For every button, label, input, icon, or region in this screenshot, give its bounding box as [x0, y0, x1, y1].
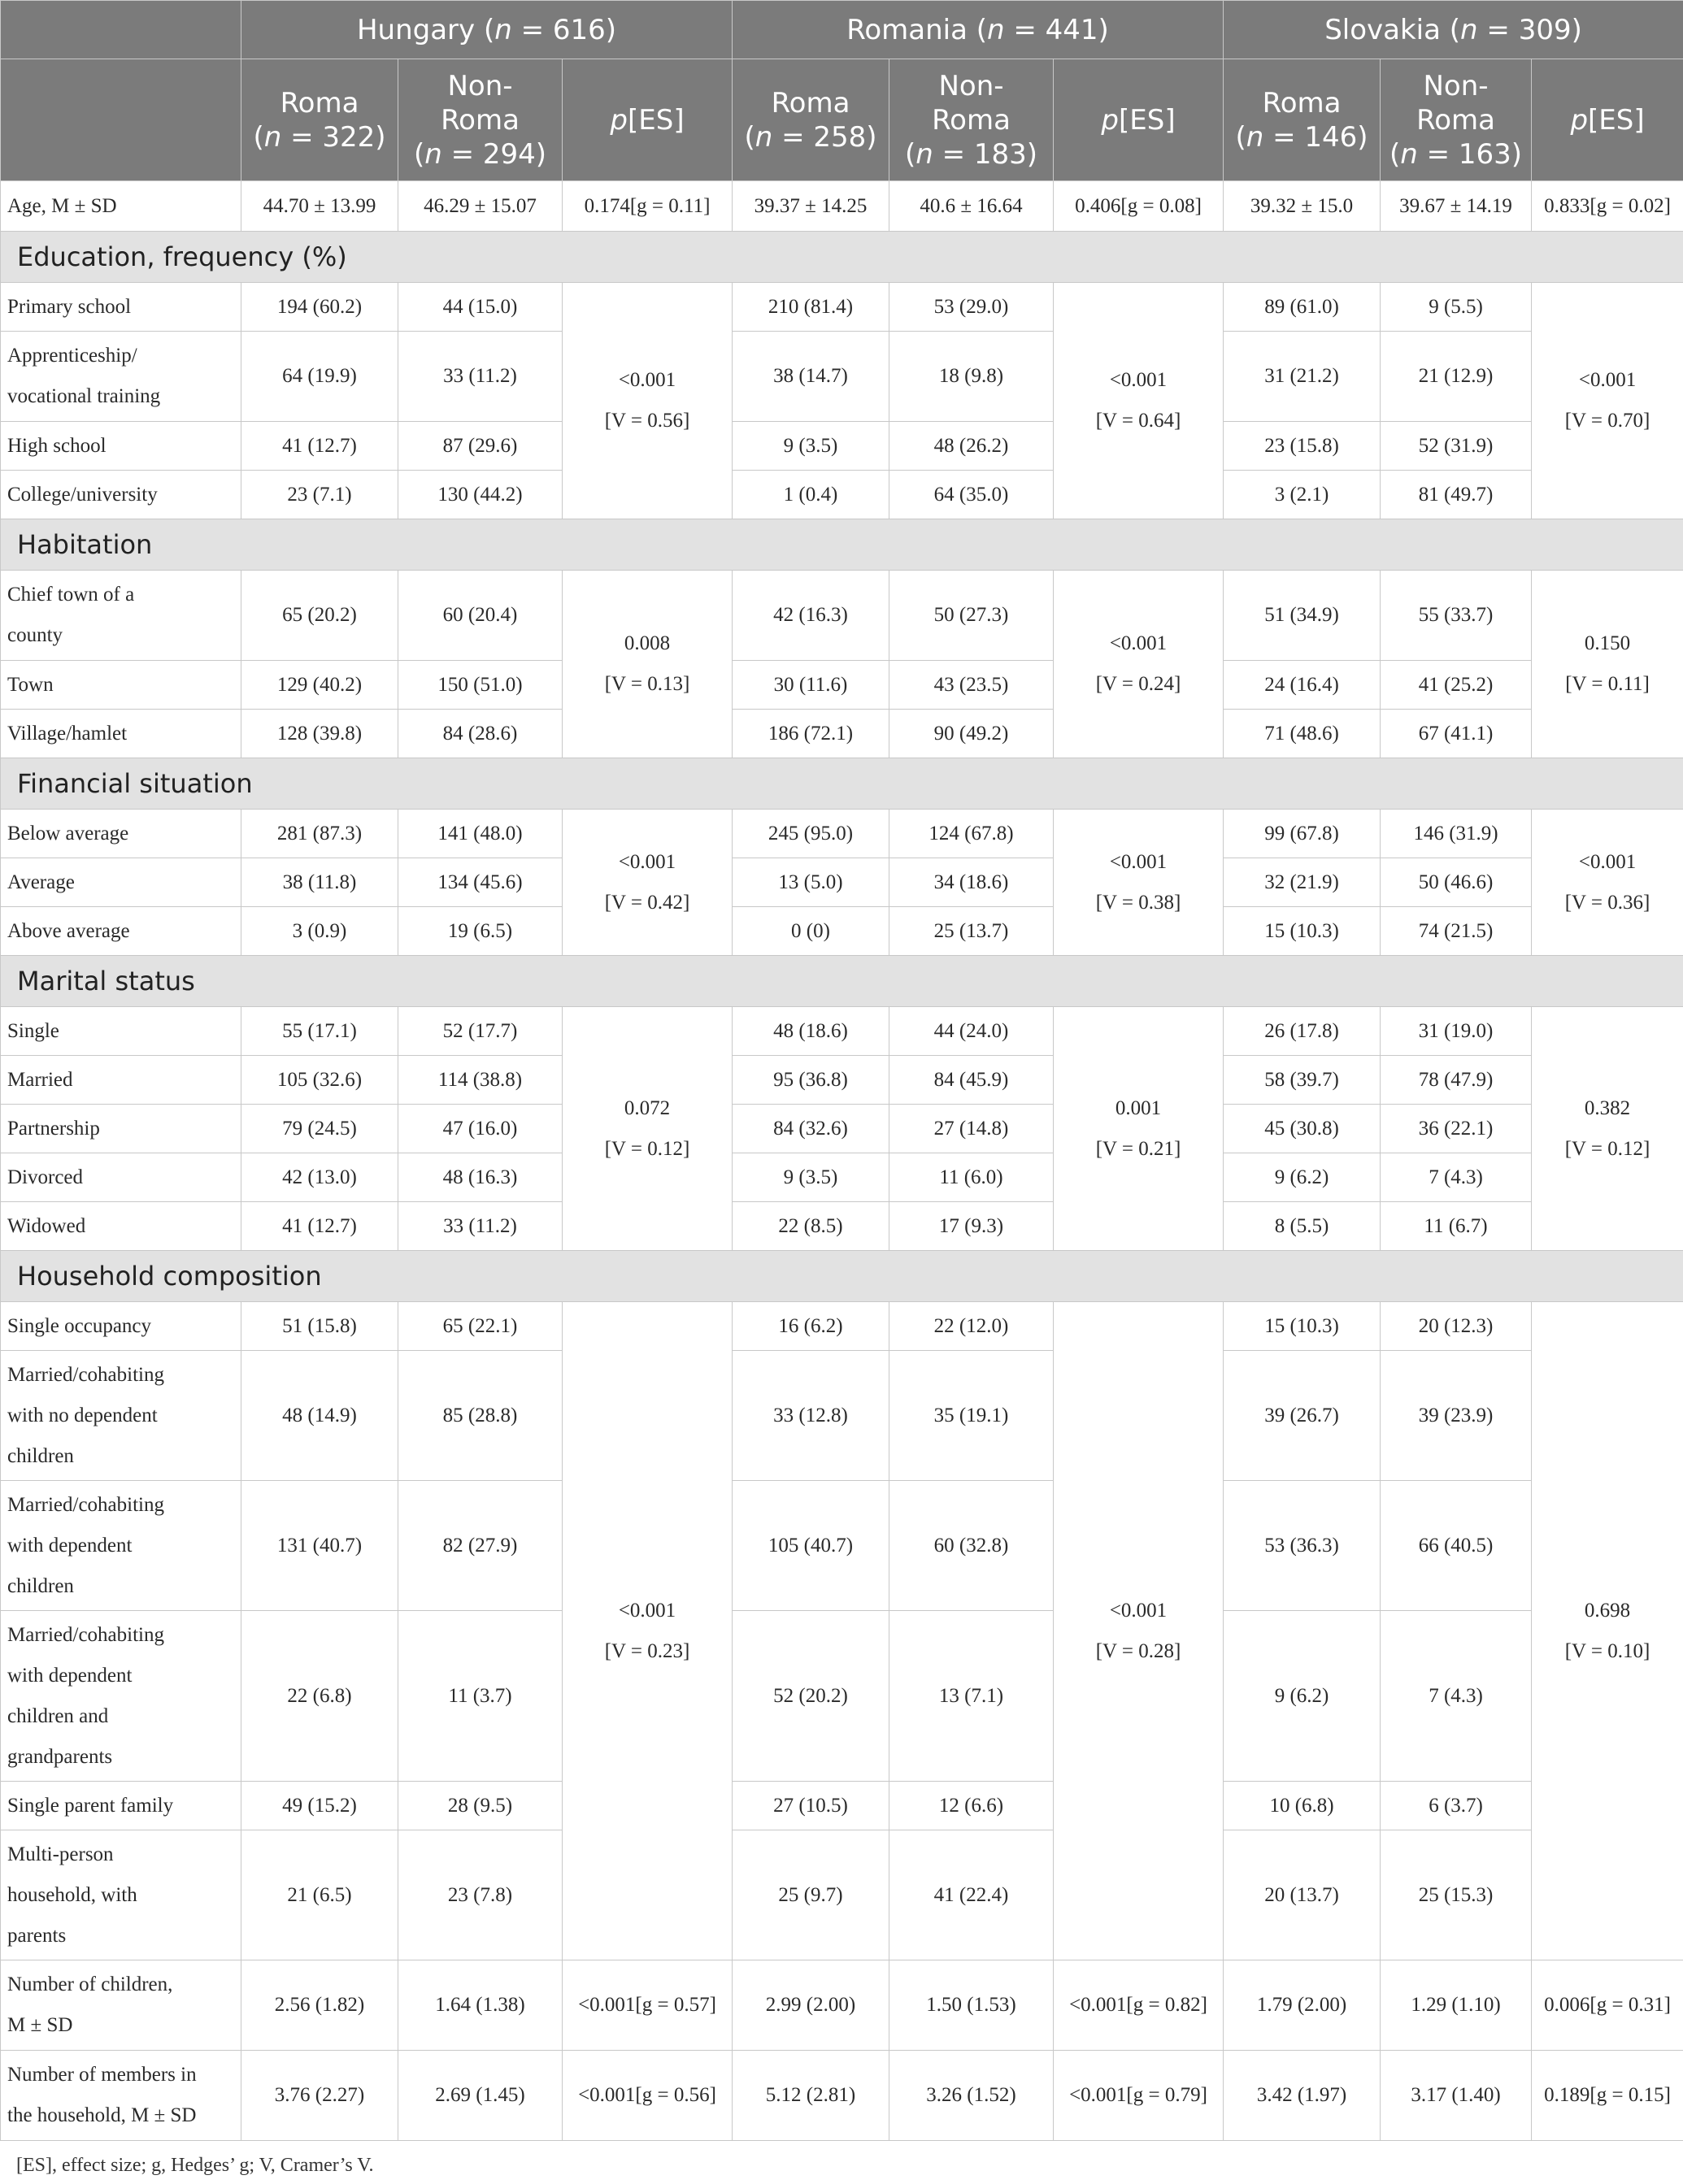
- p-value-cell: <0.001 [V = 0.56]: [563, 283, 733, 519]
- table-cell: 141 (48.0): [398, 810, 563, 858]
- header-country-slovakia: Slovakia (n = 309): [1224, 1, 1683, 59]
- table-cell: 9 (3.5): [733, 422, 889, 471]
- table-cell: 13 (7.1): [889, 1611, 1054, 1782]
- header-hu-p-es: p[ES]: [563, 59, 733, 181]
- table-cell: 48 (18.6): [733, 1007, 889, 1056]
- table-cell: 25 (13.7): [889, 907, 1054, 956]
- table-cell: 1.79 (2.00): [1224, 1960, 1381, 2051]
- table-cell: 2.69 (1.45): [398, 2051, 563, 2141]
- table-cell: 44 (15.0): [398, 283, 563, 332]
- table-cell: 89 (61.0): [1224, 283, 1381, 332]
- section-title: Household composition: [1, 1251, 1683, 1302]
- table-cell: 46.29 ± 15.07: [398, 181, 563, 232]
- table-cell: 7 (4.3): [1381, 1153, 1532, 1202]
- table-cell: 3.42 (1.97): [1224, 2051, 1381, 2141]
- country-header-row: [1, 1, 1683, 59]
- table-cell: 28 (9.5): [398, 1782, 563, 1830]
- table-cell: 281 (87.3): [241, 810, 398, 858]
- table-cell: 52 (17.7): [398, 1007, 563, 1056]
- table-cell: 32 (21.9): [1224, 858, 1381, 907]
- table-cell: 131 (40.7): [241, 1481, 398, 1611]
- row-label: High school: [1, 422, 241, 471]
- table-cell: 30 (11.6): [733, 661, 889, 710]
- table-cell: <0.001[g = 0.79]: [1054, 2051, 1224, 2141]
- table-cell: 1.29 (1.10): [1381, 1960, 1532, 2051]
- table-cell: <0.001[g = 0.56]: [563, 2051, 733, 2141]
- table-cell: 39.37 ± 14.25: [733, 181, 889, 232]
- table-cell: 27 (14.8): [889, 1105, 1054, 1153]
- table-cell: 39 (23.9): [1381, 1351, 1532, 1481]
- table-cell: 11 (6.7): [1381, 1202, 1532, 1251]
- table-cell: 38 (11.8): [241, 858, 398, 907]
- row-label: Partnership: [1, 1105, 241, 1153]
- table-row: [1, 571, 1683, 661]
- section-header-marital: [1, 956, 1683, 1007]
- header-corner: [1, 1, 241, 59]
- table-cell: 5.12 (2.81): [733, 2051, 889, 2141]
- table-cell: 50 (46.6): [1381, 858, 1532, 907]
- table-cell: 23 (7.8): [398, 1830, 563, 1960]
- table-row: [1, 471, 1683, 519]
- table-cell: 23 (15.8): [1224, 422, 1381, 471]
- table-cell: 8 (5.5): [1224, 1202, 1381, 1251]
- table-cell: 22 (12.0): [889, 1302, 1054, 1351]
- table-row: [1, 1481, 1683, 1611]
- table-row: [1, 1351, 1683, 1481]
- table-cell: 87 (29.6): [398, 422, 563, 471]
- table-header: [1, 1, 1683, 181]
- row-label: Number of members in the household, M ± SD: [1, 2051, 241, 2141]
- p-value-cell: 0.072 [V = 0.12]: [563, 1007, 733, 1251]
- row-label: Married: [1, 1056, 241, 1105]
- table-cell: 52 (20.2): [733, 1611, 889, 1782]
- table-cell: 33 (11.2): [398, 332, 563, 422]
- row-label: Married/cohabiting with no dependent children: [1, 1351, 241, 1481]
- table-row: [1, 1007, 1683, 1056]
- table-cell: <0.001[g = 0.57]: [563, 1960, 733, 2051]
- table-cell: 48 (14.9): [241, 1351, 398, 1481]
- table-cell: 65 (20.2): [241, 571, 398, 661]
- table-cell: 0.406[g = 0.08]: [1054, 181, 1224, 232]
- section-header-habitation: [1, 519, 1683, 571]
- section-header-education: [1, 232, 1683, 283]
- table-cell: 3.76 (2.27): [241, 2051, 398, 2141]
- table-cell: 16 (6.2): [733, 1302, 889, 1351]
- table-cell: 24 (16.4): [1224, 661, 1381, 710]
- p-value-cell: <0.001 [V = 0.24]: [1054, 571, 1224, 758]
- table-cell: 124 (67.8): [889, 810, 1054, 858]
- table-cell: 95 (36.8): [733, 1056, 889, 1105]
- table-row: [1, 332, 1683, 422]
- row-label: Above average: [1, 907, 241, 956]
- table-cell: 34 (18.6): [889, 858, 1054, 907]
- table-cell: 134 (45.6): [398, 858, 563, 907]
- table-cell: 55 (33.7): [1381, 571, 1532, 661]
- table-cell: 42 (16.3): [733, 571, 889, 661]
- table-cell: 51 (34.9): [1224, 571, 1381, 661]
- table-cell: 36 (22.1): [1381, 1105, 1532, 1153]
- table-cell: 21 (12.9): [1381, 332, 1532, 422]
- p-value-cell: <0.001 [V = 0.28]: [1054, 1302, 1224, 1960]
- row-label: Married/cohabiting with dependent children and grandparents: [1, 1611, 241, 1782]
- table-cell: 50 (27.3): [889, 571, 1054, 661]
- row-label: College/university: [1, 471, 241, 519]
- table-cell: 0.006[g = 0.31]: [1532, 1960, 1683, 2051]
- table-cell: 22 (8.5): [733, 1202, 889, 1251]
- header-sk-p-es: p[ES]: [1532, 59, 1683, 181]
- table-cell: 31 (21.2): [1224, 332, 1381, 422]
- table-cell: 48 (26.2): [889, 422, 1054, 471]
- table-cell: 1 (0.4): [733, 471, 889, 519]
- table-cell: 3 (2.1): [1224, 471, 1381, 519]
- table-cell: 9 (5.5): [1381, 283, 1532, 332]
- table-cell: 13 (5.0): [733, 858, 889, 907]
- row-label: Single: [1, 1007, 241, 1056]
- p-value-cell: 0.008 [V = 0.13]: [563, 571, 733, 758]
- table-cell: 22 (6.8): [241, 1611, 398, 1782]
- header-sk-non-roma: Non- Roma (n = 163): [1381, 59, 1532, 181]
- table-cell: 27 (10.5): [733, 1782, 889, 1830]
- table-cell: 39.67 ± 14.19: [1381, 181, 1532, 232]
- section-title: Habitation: [1, 519, 1683, 571]
- p-value-cell: <0.001 [V = 0.42]: [563, 810, 733, 956]
- table-cell: 25 (15.3): [1381, 1830, 1532, 1960]
- table-row-children: [1, 1960, 1683, 2051]
- table-row-age: [1, 181, 1683, 232]
- table-row: [1, 907, 1683, 956]
- table-cell: 146 (31.9): [1381, 810, 1532, 858]
- table-cell: 44.70 ± 13.99: [241, 181, 398, 232]
- table-cell: 40.6 ± 16.64: [889, 181, 1054, 232]
- table-cell: 78 (47.9): [1381, 1056, 1532, 1105]
- table-cell: 49 (15.2): [241, 1782, 398, 1830]
- table-row: [1, 1105, 1683, 1153]
- header-country-romania: Romania (n = 441): [733, 1, 1224, 59]
- table-cell: 9 (6.2): [1224, 1611, 1381, 1782]
- table-cell: 20 (12.3): [1381, 1302, 1532, 1351]
- table-row: [1, 1830, 1683, 1960]
- table-cell: 35 (19.1): [889, 1351, 1054, 1481]
- table-cell: 105 (40.7): [733, 1481, 889, 1611]
- p-value-cell: <0.001 [V = 0.36]: [1532, 810, 1683, 956]
- table-cell: 18 (9.8): [889, 332, 1054, 422]
- table-cell: 0.189[g = 0.15]: [1532, 2051, 1683, 2141]
- section-header-household: [1, 1251, 1683, 1302]
- header-ro-p-es: p[ES]: [1054, 59, 1224, 181]
- table-row: [1, 1153, 1683, 1202]
- table-cell: 10 (6.8): [1224, 1782, 1381, 1830]
- table-cell: 71 (48.6): [1224, 710, 1381, 758]
- table-cell: 64 (19.9): [241, 332, 398, 422]
- table-footnote: [ES], effect size; g, Hedges’ g; V, Cramer’s V.: [16, 2155, 374, 2176]
- table-cell: 245 (95.0): [733, 810, 889, 858]
- table-cell: 41 (22.4): [889, 1830, 1054, 1960]
- table-cell: 39.32 ± 15.0: [1224, 181, 1381, 232]
- table-cell: 15 (10.3): [1224, 907, 1381, 956]
- table-cell: 31 (19.0): [1381, 1007, 1532, 1056]
- table-cell: 15 (10.3): [1224, 1302, 1381, 1351]
- p-value-cell: 0.150 [V = 0.11]: [1532, 571, 1683, 758]
- row-label: Married/cohabiting with dependent children: [1, 1481, 241, 1611]
- table-cell: 64 (35.0): [889, 471, 1054, 519]
- table-cell: 53 (29.0): [889, 283, 1054, 332]
- table-cell: 81 (49.7): [1381, 471, 1532, 519]
- p-value-cell: <0.001 [V = 0.38]: [1054, 810, 1224, 956]
- table-cell: 60 (20.4): [398, 571, 563, 661]
- table-cell: 82 (27.9): [398, 1481, 563, 1611]
- table-cell: 45 (30.8): [1224, 1105, 1381, 1153]
- section-title: Financial situation: [1, 758, 1683, 810]
- table-cell: 25 (9.7): [733, 1830, 889, 1960]
- row-label: Widowed: [1, 1202, 241, 1251]
- row-label: Single occupancy: [1, 1302, 241, 1351]
- table-cell: 3.17 (1.40): [1381, 2051, 1532, 2141]
- p-value-cell: <0.001 [V = 0.64]: [1054, 283, 1224, 519]
- table-cell: 0 (0): [733, 907, 889, 956]
- row-label: Number of children, M ± SD: [1, 1960, 241, 2051]
- table-cell: 67 (41.1): [1381, 710, 1532, 758]
- row-label: Primary school: [1, 283, 241, 332]
- p-value-cell: 0.698 [V = 0.10]: [1532, 1302, 1683, 1960]
- table-cell: 74 (21.5): [1381, 907, 1532, 956]
- table-cell: 65 (22.1): [398, 1302, 563, 1351]
- section-header-financial: [1, 758, 1683, 810]
- p-value-cell: <0.001 [V = 0.70]: [1532, 283, 1683, 519]
- table-cell: 58 (39.7): [1224, 1056, 1381, 1105]
- table-row: [1, 283, 1683, 332]
- table-cell: 47 (16.0): [398, 1105, 563, 1153]
- row-label: Single parent family: [1, 1782, 241, 1830]
- table-row: [1, 858, 1683, 907]
- table-cell: 130 (44.2): [398, 471, 563, 519]
- table-row-members: [1, 2051, 1683, 2141]
- row-label: Village/hamlet: [1, 710, 241, 758]
- header-hu-non-roma: Non- Roma (n = 294): [398, 59, 563, 181]
- table-cell: 0.833[g = 0.02]: [1532, 181, 1683, 232]
- row-label: Below average: [1, 810, 241, 858]
- table-cell: 114 (38.8): [398, 1056, 563, 1105]
- table-row: [1, 661, 1683, 710]
- table-cell: 210 (81.4): [733, 283, 889, 332]
- table-cell: 84 (32.6): [733, 1105, 889, 1153]
- table-body: [1, 181, 1683, 2141]
- table-row: [1, 810, 1683, 858]
- table-cell: 23 (7.1): [241, 471, 398, 519]
- table-cell: 43 (23.5): [889, 661, 1054, 710]
- section-title: Education, frequency (%): [1, 232, 1683, 283]
- table-cell: 84 (28.6): [398, 710, 563, 758]
- header-blank: [1, 59, 241, 181]
- table-cell: 33 (11.2): [398, 1202, 563, 1251]
- table-row: [1, 1782, 1683, 1830]
- row-label: Divorced: [1, 1153, 241, 1202]
- table-cell: 38 (14.7): [733, 332, 889, 422]
- table-cell: 128 (39.8): [241, 710, 398, 758]
- table-cell: 84 (45.9): [889, 1056, 1054, 1105]
- table-cell: 150 (51.0): [398, 661, 563, 710]
- table-cell: 53 (36.3): [1224, 1481, 1381, 1611]
- table-cell: 12 (6.6): [889, 1782, 1054, 1830]
- table-cell: 7 (4.3): [1381, 1611, 1532, 1782]
- table-cell: 44 (24.0): [889, 1007, 1054, 1056]
- table-row: [1, 1611, 1683, 1782]
- table-cell: 60 (32.8): [889, 1481, 1054, 1611]
- header-ro-roma: Roma (n = 258): [733, 59, 889, 181]
- section-title: Marital status: [1, 956, 1683, 1007]
- p-value-cell: 0.001 [V = 0.21]: [1054, 1007, 1224, 1251]
- table-cell: 90 (49.2): [889, 710, 1054, 758]
- table-cell: 20 (13.7): [1224, 1830, 1381, 1960]
- table-cell: 2.99 (2.00): [733, 1960, 889, 2051]
- table-cell: 39 (26.7): [1224, 1351, 1381, 1481]
- header-hu-roma: Roma (n = 322): [241, 59, 398, 181]
- table-cell: 79 (24.5): [241, 1105, 398, 1153]
- table-cell: 186 (72.1): [733, 710, 889, 758]
- row-label: Town: [1, 661, 241, 710]
- table-cell: 41 (12.7): [241, 1202, 398, 1251]
- table-cell: 42 (13.0): [241, 1153, 398, 1202]
- table-row: [1, 1202, 1683, 1251]
- table-cell: 194 (60.2): [241, 283, 398, 332]
- p-value-cell: <0.001 [V = 0.23]: [563, 1302, 733, 1960]
- table-cell: 105 (32.6): [241, 1056, 398, 1105]
- table-row: [1, 422, 1683, 471]
- table-cell: 41 (12.7): [241, 422, 398, 471]
- table-cell: 1.64 (1.38): [398, 1960, 563, 2051]
- table-cell: 51 (15.8): [241, 1302, 398, 1351]
- table-cell: 85 (28.8): [398, 1351, 563, 1481]
- header-ro-non-roma: Non- Roma (n = 183): [889, 59, 1054, 181]
- table-cell: 41 (25.2): [1381, 661, 1532, 710]
- table-cell: 33 (12.8): [733, 1351, 889, 1481]
- header-sk-roma: Roma (n = 146): [1224, 59, 1381, 181]
- table-cell: 129 (40.2): [241, 661, 398, 710]
- table-cell: 2.56 (1.82): [241, 1960, 398, 2051]
- group-header-row: [1, 59, 1683, 181]
- table-cell: 9 (3.5): [733, 1153, 889, 1202]
- row-label: Age, M ± SD: [1, 181, 241, 232]
- row-label: Average: [1, 858, 241, 907]
- table-cell: 6 (3.7): [1381, 1782, 1532, 1830]
- table-cell: 48 (16.3): [398, 1153, 563, 1202]
- table-cell: 0.174[g = 0.11]: [563, 181, 733, 232]
- table-cell: 52 (31.9): [1381, 422, 1532, 471]
- table-cell: <0.001[g = 0.82]: [1054, 1960, 1224, 2051]
- table-cell: 19 (6.5): [398, 907, 563, 956]
- p-value-cell: 0.382 [V = 0.12]: [1532, 1007, 1683, 1251]
- table-cell: 11 (3.7): [398, 1611, 563, 1782]
- header-country-hungary: Hungary (n = 616): [241, 1, 733, 59]
- table-cell: 3 (0.9): [241, 907, 398, 956]
- table-cell: 1.50 (1.53): [889, 1960, 1054, 2051]
- table-row: [1, 1302, 1683, 1351]
- table-row: [1, 710, 1683, 758]
- table-cell: 26 (17.8): [1224, 1007, 1381, 1056]
- table-cell: 9 (6.2): [1224, 1153, 1381, 1202]
- table-cell: 17 (9.3): [889, 1202, 1054, 1251]
- table-cell: 66 (40.5): [1381, 1481, 1532, 1611]
- row-label: Apprenticeship/ vocational training: [1, 332, 241, 422]
- table-cell: 11 (6.0): [889, 1153, 1054, 1202]
- row-label: Chief town of a county: [1, 571, 241, 661]
- row-label: Multi-person household, with parents: [1, 1830, 241, 1960]
- table-cell: 3.26 (1.52): [889, 2051, 1054, 2141]
- table-row: [1, 1056, 1683, 1105]
- table-cell: 21 (6.5): [241, 1830, 398, 1960]
- table-cell: 55 (17.1): [241, 1007, 398, 1056]
- table-cell: 99 (67.8): [1224, 810, 1381, 858]
